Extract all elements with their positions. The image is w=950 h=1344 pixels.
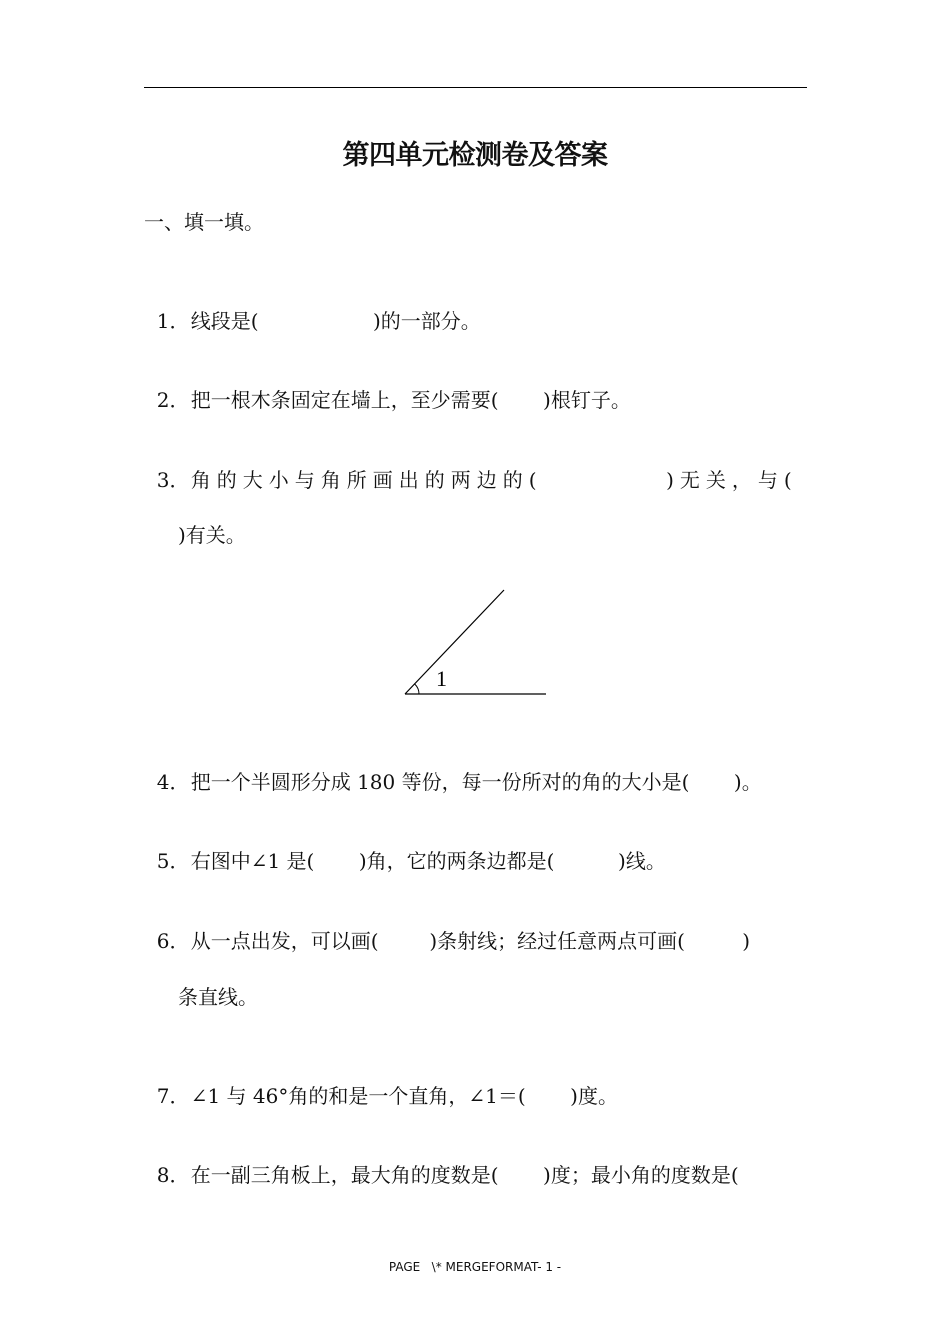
question-number: 7．: [156, 1084, 190, 1108]
question-number: 8．: [156, 1163, 190, 1187]
page-title: 第四单元检测卷及答案: [342, 140, 608, 171]
question-4: [144, 752, 762, 792]
angle-figure: [400, 585, 550, 700]
angle-label: 1: [436, 666, 447, 691]
question-3-continuation: )有关。: [178, 523, 246, 547]
angle-ray-upper: [405, 590, 504, 694]
question-number: 3．: [156, 468, 190, 492]
question-6-continuation: 条直线。: [178, 985, 258, 1009]
header-rule: [144, 87, 807, 88]
page-footer: PAGE \* MERGEFORMAT- 1 -: [388, 1260, 562, 1274]
question-1: [144, 291, 481, 331]
question-8: [144, 1145, 739, 1185]
question-text: 从一点出发，可以画( )条射线；经过任意两点可画( ): [190, 929, 751, 953]
question-text: 在一副三角板上，最大角的度数是( )度；最小角的度数是(: [190, 1163, 739, 1187]
question-number: 1．: [156, 309, 190, 333]
question-2: [144, 370, 631, 410]
question-text: 线段是( )的一部分。: [190, 309, 481, 333]
question-text: 把一个半圆形分成 180 等份，每一份所对的角的大小是( )。: [190, 770, 762, 794]
angle-arc: [415, 684, 419, 694]
question-6: [144, 911, 750, 951]
question-3: [144, 450, 798, 490]
section-heading: 一、填一填。: [144, 210, 264, 234]
question-7: [144, 1066, 618, 1106]
question-text: ∠1 与 46°角的和是一个直角，∠1＝( )度。: [190, 1084, 618, 1108]
question-number: 6．: [156, 929, 190, 953]
question-number: 5．: [156, 849, 190, 873]
question-number: 2．: [156, 388, 190, 412]
question-text: 右图中∠1 是( )角，它的两条边都是( )线。: [190, 849, 666, 873]
question-text: 角的大小与角所画出的两边的( )无关，与(: [190, 468, 798, 492]
question-text: 把一根木条固定在墙上，至少需要( )根钉子。: [190, 388, 631, 412]
question-5: [144, 831, 666, 871]
question-number: 4．: [156, 770, 190, 794]
